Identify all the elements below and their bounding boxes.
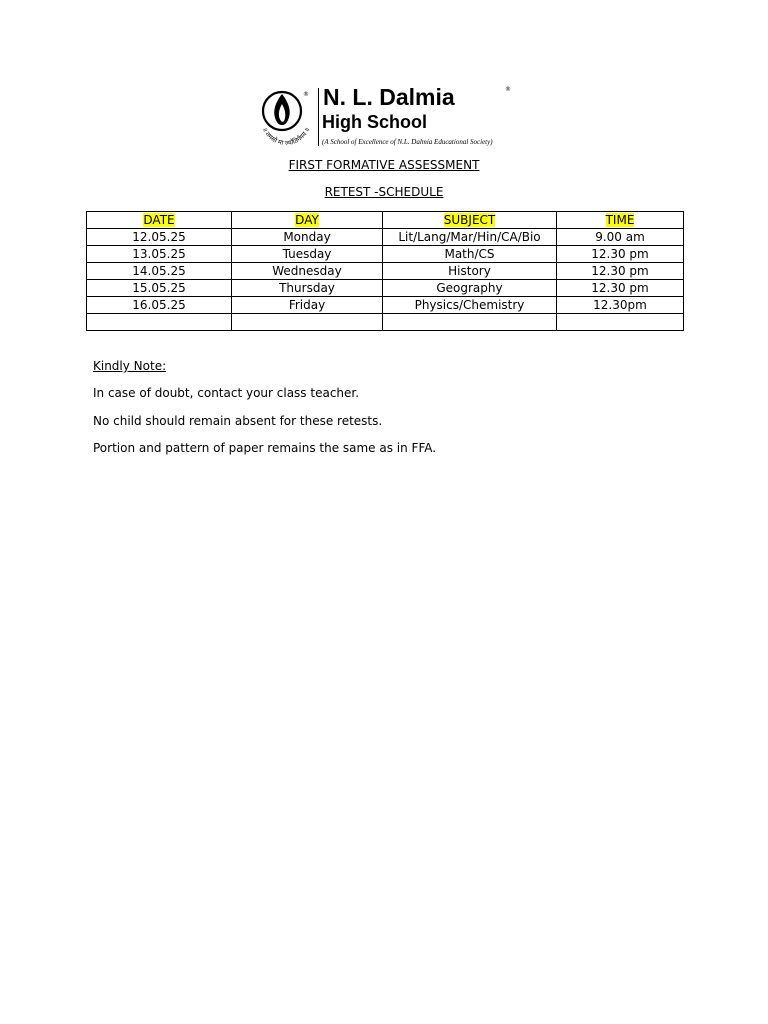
time-cell [557,314,684,331]
date-cell [87,314,232,331]
column-header-subject [383,212,557,229]
table-row [87,229,684,246]
school-tagline: (A School of Excellence of N.L. Dalmia Educational Society) [322,138,493,146]
assessment-heading: FIRST FORMATIVE ASSESSMENT [288,158,480,172]
table-row [87,297,684,314]
table-row [87,246,684,263]
date-cell: 13.05.25 [87,246,232,263]
note-line: Portion and pattern of paper remains the same as in FFA. [93,441,437,455]
day-cell [232,314,383,331]
subject-cell: Physics/Chemistry [383,297,557,314]
time-cell: 12.30 pm [557,246,684,263]
retest-schedule-table [86,211,684,331]
time-cell: 12.30 pm [557,263,684,280]
table-row [87,280,684,297]
subject-cell: History [383,263,557,280]
day-cell: Monday [232,229,383,246]
note-line: No child should remain absent for these retests. [93,414,383,428]
schedule-heading: RETEST -SCHEDULE [324,185,444,199]
subject-cell [383,314,557,331]
table-header-row [87,212,684,229]
school-logo [255,84,515,150]
time-cell: 12.30 pm [557,280,684,297]
time-cell: 9.00 am [557,229,684,246]
school-name: N. L. Dalmia [323,84,455,110]
motto-text: ॥ तमसो मा ज्योतिर्गमय ॥ [260,126,312,148]
name-registered-mark: ® [505,86,511,93]
note-line: In case of doubt, contact your class teacher. [93,386,360,400]
subject-cell: Geography [383,280,557,297]
notes-title: Kindly Note: [93,359,167,373]
subject-cell: Lit/Lang/Mar/Hin/CA/Bio [383,229,557,246]
column-header-label: DATE [143,213,175,227]
column-header-label: DAY [295,213,319,227]
subject-cell: Math/CS [383,246,557,263]
column-header-date [87,212,232,229]
logo-divider [318,88,319,146]
date-cell: 16.05.25 [87,297,232,314]
school-type: High School [322,112,427,132]
table-row [87,263,684,280]
date-cell: 14.05.25 [87,263,232,280]
day-cell: Wednesday [232,263,383,280]
day-cell: Thursday [232,280,383,297]
column-header-label: TIME [605,213,635,227]
registered-mark: ® [303,91,309,98]
date-cell: 12.05.25 [87,229,232,246]
day-cell: Tuesday [232,246,383,263]
column-header-time [557,212,684,229]
time-cell: 12.30pm [557,297,684,314]
empty-table-row [87,314,684,331]
column-header-day [232,212,383,229]
day-cell: Friday [232,297,383,314]
column-header-label: SUBJECT [443,213,496,227]
date-cell: 15.05.25 [87,280,232,297]
